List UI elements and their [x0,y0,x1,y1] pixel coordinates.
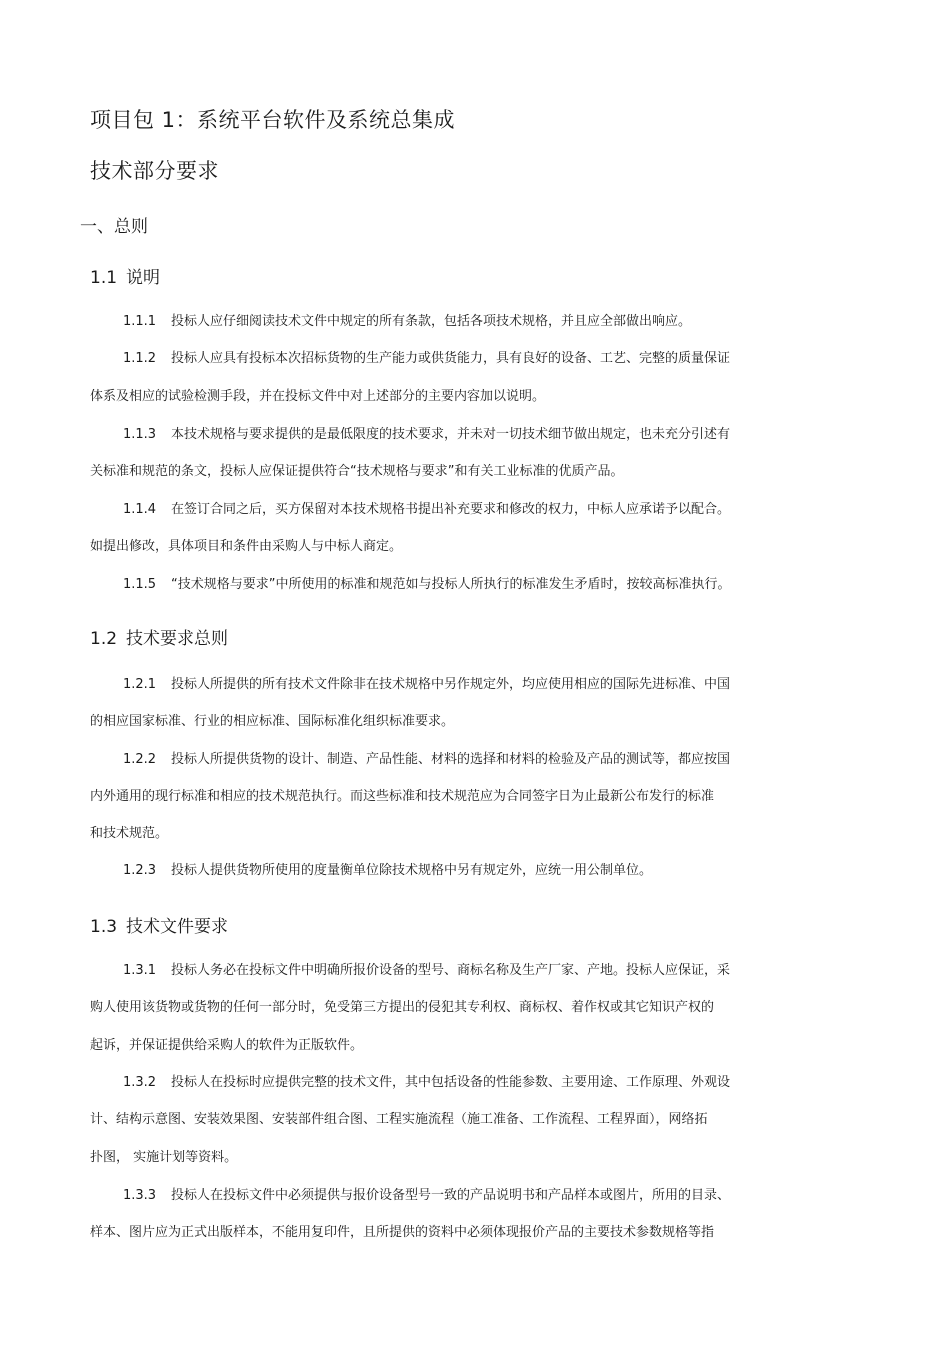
paragraph-1-3-1-cont2: 起诉，并保证提供给采购人的软件为正版软件。 [90,1038,364,1053]
paragraph-1-3-3-cont: 样本、图片应为正式出版样本，不能用复印件，且所提供的资料中必须体现报价产品的主要技术参数规格等指 [90,1225,715,1240]
paragraph-1-1-2 [123,350,730,368]
paragraph-1-2-1 [123,676,730,694]
paragraph-text: 投标人应具有投标本次招标货物的生产能力或供货能力，具有良好的设备、工艺、完整的质量保证 [171,351,731,366]
paragraph-1-1-2-cont: 体系及相应的试验检测手段，并在投标文件中对上述部分的主要内容加以说明。 [90,389,546,404]
paragraph-number: 1.3.2 [123,1075,157,1090]
paragraph-1-2-2-cont2: 和技术规范。 [90,826,169,841]
subsection-heading-1-3 [90,912,228,937]
section-heading-general: 一、总则 [80,217,148,237]
paragraph-1-3-2 [123,1074,730,1092]
paragraph-1-1-1 [123,313,691,331]
paragraph-number: 1.1.3 [123,427,157,442]
paragraph-1-3-1 [123,962,730,980]
subsection-heading-1-1 [90,263,160,288]
paragraph-number: 1.1.2 [123,351,157,366]
paragraph-1-2-2-cont: 内外通用的现行标准和相应的技术规范执行。而这些标准和技术规范应为合同签字日为止最新公布发行的标准 [90,789,715,804]
paragraph-text: 投标人所提供的所有技术文件除非在技术规格中另作规定外，均应使用相应的国际先进标准、中国 [171,677,731,692]
paragraph-number: 1.1.5 [123,577,157,592]
paragraph-1-1-5 [123,576,730,594]
paragraph-text: “技术规格与要求”中所使用的标准和规范如与投标人所执行的标准发生矛盾时，按较高标准执行。 [171,577,731,592]
paragraph-1-3-1-cont: 购人使用该货物或货物的任何一部分时，免受第三方提出的侵犯其专利权、商标权、着作权或其它知识产权的 [90,1000,715,1015]
paragraph-1-1-3 [123,426,730,444]
paragraph-text: 投标人提供货物所使用的度量衡单位除技术规格中另有规定外，应统一用公制单位。 [171,863,653,878]
doc-title-line1: 项目包 1：系统平台软件及系统总集成 [90,108,456,132]
paragraph-text: 在签订合同之后，买方保留对本技术规格书提出补充要求和修改的权力，中标人应承诺予以配合。 [171,502,731,517]
paragraph-text: 投标人在投标时应提供完整的技术文件，其中包括设备的性能参数、主要用途、工作原理、外观设 [171,1075,731,1090]
subsection-number: 1.3 [90,917,118,937]
paragraph-1-1-3-cont: 关标准和规范的条文，投标人应保证提供符合“技术规格与要求”和有关工业标准的优质产品。 [90,464,624,479]
paragraph-1-1-4-cont: 如提出修改，具体项目和条件由采购人与中标人商定。 [90,539,403,554]
paragraph-number: 1.2.3 [123,863,157,878]
paragraph-number: 1.2.1 [123,677,157,692]
doc-title-line2: 技术部分要求 [90,159,219,183]
paragraph-text: 投标人在投标文件中必须提供与报价设备型号一致的产品说明书和产品样本或图片，所用的目录、 [171,1188,731,1203]
subsection-title: 技术要求总则 [126,629,228,649]
paragraph-1-2-1-cont: 的相应国家标准、行业的相应标准、国际标准化组织标准要求。 [90,714,455,729]
subsection-number: 1.2 [90,629,118,649]
paragraph-number: 1.3.1 [123,963,157,978]
subsection-number: 1.1 [90,268,118,288]
paragraph-text: 投标人所提供货物的设计、制造、产品性能、材料的选择和材料的检验及产品的测试等，都应按国 [171,752,731,767]
subsection-title: 技术文件要求 [126,917,228,937]
paragraph-1-3-2-cont: 计、结构示意图、安装效果图、安装部件组合图、工程实施流程（施工准备、工作流程、工程界面），网络拓 [90,1112,708,1127]
paragraph-text: 本技术规格与要求提供的是最低限度的技术要求，并未对一切技术细节做出规定，也未充分引述有 [171,427,731,442]
paragraph-1-3-3 [123,1187,730,1205]
paragraph-text: 投标人务必在投标文件中明确所报价设备的型号、商标名称及生产厂家、产地。投标人应保证，采 [171,963,731,978]
subsection-heading-1-2 [90,624,228,649]
paragraph-1-2-3 [123,862,652,880]
paragraph-1-1-4 [123,501,730,519]
subsection-title: 说明 [126,268,160,288]
paragraph-text: 投标人应仔细阅读技术文件中规定的所有条款，包括各项技术规格，并且应全部做出响应。 [171,314,692,329]
paragraph-number: 1.1.1 [123,314,157,329]
paragraph-1-2-2 [123,751,730,769]
paragraph-1-3-2-cont2: 扑图， 实施计划等资料。 [90,1150,238,1165]
paragraph-number: 1.3.3 [123,1188,157,1203]
paragraph-number: 1.2.2 [123,752,157,767]
paragraph-number: 1.1.4 [123,502,157,517]
